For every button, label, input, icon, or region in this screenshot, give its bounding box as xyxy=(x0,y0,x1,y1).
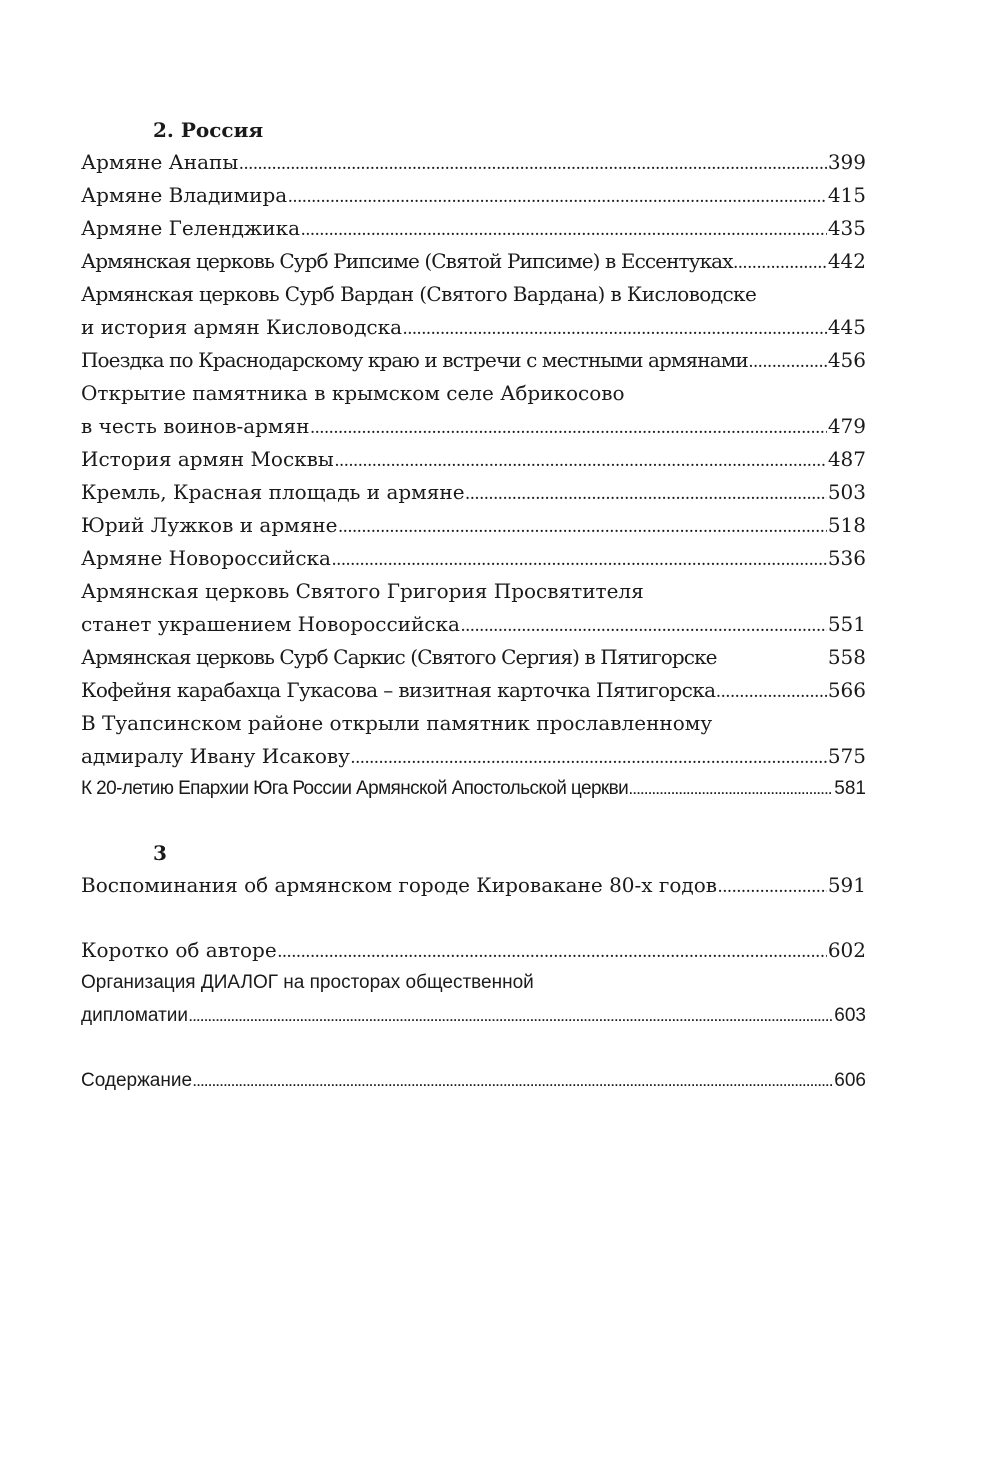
toc-entry-title: История армян Москвы xyxy=(81,447,334,471)
toc-entry-page: 415 xyxy=(827,183,866,207)
toc-entry-title-cont: в честь воинов-армян xyxy=(81,414,310,438)
dot-leader xyxy=(338,510,826,543)
dot-leader xyxy=(734,246,827,279)
toc-entry-page: 602 xyxy=(827,938,866,962)
toc-entry-page: 399 xyxy=(827,150,866,174)
toc-entry-title-cont: дипломатии xyxy=(81,1005,188,1026)
toc-entry-page: 575 xyxy=(827,744,866,768)
toc-entry-page: 445 xyxy=(827,315,866,339)
toc-entry-page: 536 xyxy=(827,546,866,570)
dot-leader xyxy=(749,345,827,378)
toc-entry-page: 603 xyxy=(834,1005,866,1026)
toc-entry-line1 xyxy=(81,279,866,309)
dot-leader xyxy=(351,741,827,774)
toc-entry-line1 xyxy=(81,378,866,408)
toc-entry-page: 479 xyxy=(827,414,866,438)
toc-entry xyxy=(81,609,866,639)
toc-entry-page: 487 xyxy=(827,447,866,471)
toc-entry-title-cont: и история армян Кисловодска xyxy=(81,315,403,339)
toc-entry-title-cont: адмиралу Ивану Исакову xyxy=(81,744,350,768)
toc-entry-title: Армянская церковь Святого Григория Просвятителя xyxy=(81,579,644,603)
toc-entry xyxy=(81,870,866,900)
dot-leader xyxy=(716,675,826,708)
toc-entry-page: 518 xyxy=(827,513,866,537)
dot-leader xyxy=(335,444,827,477)
toc-entry xyxy=(81,741,866,771)
dot-leader xyxy=(466,477,827,510)
toc-entry xyxy=(81,1001,866,1031)
dot-leader xyxy=(403,312,827,345)
toc-entry-title: Организация ДИАЛОГ на просторах общественной xyxy=(81,972,534,993)
toc-entry-page: 606 xyxy=(834,1070,866,1091)
toc-entry-page: 558 xyxy=(827,645,866,669)
toc-entry-title: Кремль, Красная площадь и армяне xyxy=(81,480,465,504)
toc-entry-title: Армяне Владимира xyxy=(81,183,288,207)
toc-entry-page: 503 xyxy=(827,480,866,504)
toc-entry-title: Поездка по Краснодарскому краю и встречи с местными армянами xyxy=(81,348,748,372)
dot-leader xyxy=(278,935,827,968)
toc-entry xyxy=(81,1066,866,1096)
toc-entry-title: В Туапсинском районе открыли памятник прославленному xyxy=(81,711,713,735)
dot-leader xyxy=(629,774,833,805)
dot-leader xyxy=(288,180,827,213)
toc-entry xyxy=(81,477,866,507)
toc-entry-title: Армянская церковь Сурб Вардан (Святого Вардана) в Кисловодске xyxy=(81,282,757,306)
dot-leader xyxy=(193,1066,833,1097)
toc-entry-title: Армяне Анапы xyxy=(81,150,239,174)
dot-leader xyxy=(239,147,827,180)
toc-entry-title: Армяне Новороссийска xyxy=(81,546,331,570)
toc-entry xyxy=(81,246,866,276)
section-heading-russia: 2. Россия xyxy=(153,118,264,142)
toc-entry xyxy=(81,312,866,342)
toc-entry-line1 xyxy=(81,576,866,606)
toc-entry-page: 566 xyxy=(827,678,866,702)
toc-entry-title: Воспоминания об армянском городе Кировакане 80-х годов xyxy=(81,873,718,897)
toc-entry xyxy=(81,444,866,474)
dot-leader xyxy=(301,213,827,246)
section-heading-3: 3 xyxy=(153,841,167,865)
toc-entry xyxy=(81,213,866,243)
toc-entry-title: К 20-летию Епархии Юга России Армянской Апостольской церкви xyxy=(81,778,629,799)
toc-entry-page: 435 xyxy=(827,216,866,240)
toc-entry xyxy=(81,510,866,540)
toc-entry xyxy=(81,147,866,177)
dot-leader xyxy=(310,411,826,444)
toc-entry-page: 442 xyxy=(827,249,866,273)
toc-entry-title-cont: станет украшением Новороссийска xyxy=(81,612,460,636)
toc-entry xyxy=(81,642,866,672)
dot-leader xyxy=(189,1001,833,1032)
dot-leader xyxy=(718,870,827,903)
toc-entry xyxy=(81,774,866,804)
dot-leader xyxy=(461,609,827,642)
toc-entry-title: Коротко об авторе xyxy=(81,938,277,962)
toc-entry xyxy=(81,411,866,441)
toc-entry-line1 xyxy=(81,968,866,998)
toc-entry-title: Кофейня карабахца Гукасова – визитная карточка Пятигорска xyxy=(81,678,716,702)
toc-entry-page: 591 xyxy=(827,873,866,897)
toc-entry xyxy=(81,543,866,573)
toc-entry xyxy=(81,675,866,705)
toc-entry-page: 581 xyxy=(834,778,866,799)
toc-entry xyxy=(81,345,866,375)
toc-entry xyxy=(81,935,866,965)
toc-entry-title: Армянская церковь Сурб Саркис (Святого Сергия) в Пятигорске xyxy=(81,645,717,669)
toc-entry-page: 551 xyxy=(827,612,866,636)
toc-entry-page: 456 xyxy=(827,348,866,372)
toc-entry-title: Армянская церковь Сурб Рипсиме (Святой Рипсиме) в Ессентуках xyxy=(81,249,733,273)
toc-entry-line1 xyxy=(81,708,866,738)
toc-entry xyxy=(81,180,866,210)
toc-entry-title: Юрий Лужков и армяне xyxy=(81,513,338,537)
dot-leader xyxy=(332,543,827,576)
toc-entry-title: Армяне Геленджика xyxy=(81,216,301,240)
toc-entry-title: Содержание xyxy=(81,1070,193,1091)
toc-entry-title: Открытие памятника в крымском селе Абрикосово xyxy=(81,381,625,405)
